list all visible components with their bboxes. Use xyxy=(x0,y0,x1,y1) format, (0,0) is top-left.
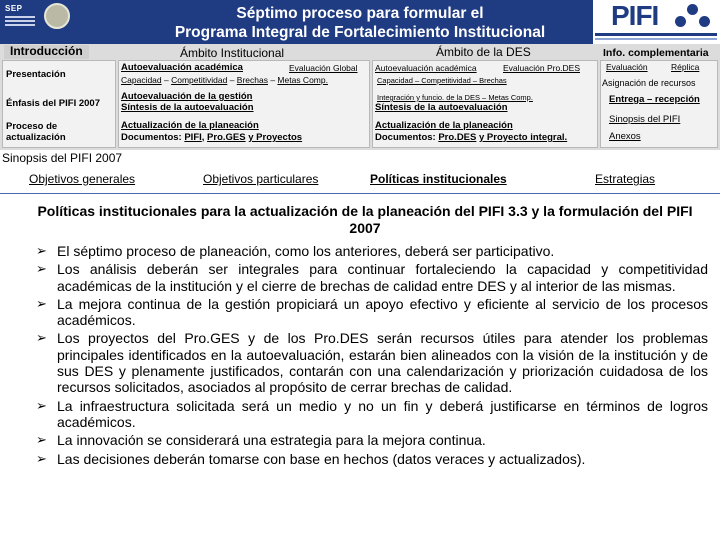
pifi-dots-icon xyxy=(673,4,713,28)
list-item-text: Los análisis deberán ser integrales para continuar fortaleciendo la capacidad y competitividad académicas de la institución y el cierre de brechas de calidad entre DES y al interior de las mismas. xyxy=(57,261,708,294)
arrow-bullet-icon: ➢ xyxy=(36,450,47,466)
link-y-proyectos[interactable]: y Proyectos xyxy=(248,132,303,143)
link-brechas[interactable]: Brechas xyxy=(236,75,268,85)
tab-info-complementaria[interactable]: Info. complementaria xyxy=(603,47,709,59)
link-prodes[interactable]: Pro.DES xyxy=(438,132,477,143)
pifi-logo-text: PIFI xyxy=(611,0,659,31)
link-anexos[interactable]: Anexos xyxy=(609,131,641,142)
pifi-logo-strip-2 xyxy=(595,38,717,40)
link-pifi[interactable]: PIFI xyxy=(184,132,202,143)
navigation-panel xyxy=(0,44,720,150)
link-entrega-recepcion[interactable]: Entrega – recepción xyxy=(609,94,700,105)
link-evaluacion[interactable]: Evaluación xyxy=(606,62,648,72)
des-documentos-label: Documentos: xyxy=(375,132,436,143)
link-asignacion-recursos[interactable]: Asignación de recursos xyxy=(602,78,696,88)
link-objetivos-particulares[interactable]: Objetivos particulares xyxy=(203,172,319,186)
link-sinopsis-pifi[interactable]: Sinopsis del PIFI xyxy=(609,114,681,125)
link-replica[interactable]: Réplica xyxy=(671,62,700,72)
arrow-bullet-icon: ➢ xyxy=(36,397,47,413)
link-proceso-actualizacion-1[interactable]: Proceso de xyxy=(6,121,58,132)
list-item-text: La infraestructura solicitada será un medio y no un fin y deberá justificarse en términos de logros académicos. xyxy=(57,397,708,430)
link-competitividad[interactable]: Competitividad xyxy=(171,75,228,85)
documentos-line: Documentos: PIFI, Pro.GES y Proyectos xyxy=(121,132,303,143)
coat-of-arms-icon xyxy=(44,3,70,29)
info-complementaria-column xyxy=(600,60,718,148)
link-proceso-actualizacion-2[interactable]: actualización xyxy=(6,132,66,143)
link-metas-comp[interactable]: Metas Comp. xyxy=(277,75,328,85)
list-item-text: Las decisiones deberán tomarse con base en hechos (datos veraces y actualizados). xyxy=(57,450,586,467)
page-title xyxy=(100,4,620,42)
list-item-text: La innovación se considerará una estrategia para la mejora continua. xyxy=(57,432,486,449)
link-objetivos-generales[interactable]: Objetivos generales xyxy=(29,172,136,186)
link-proges[interactable]: Pro.GES xyxy=(207,132,246,143)
arrow-bullet-icon: ➢ xyxy=(36,261,47,277)
sep-logo-text: SEP xyxy=(5,4,23,13)
link-evaluacion-prodes[interactable]: Evaluación Pro.DES xyxy=(503,63,581,73)
sep-logo xyxy=(0,0,78,44)
list-item-text: El séptimo proceso de planeación, como los anteriores, deberá ser participativo. xyxy=(57,243,555,259)
link-integracion-des[interactable]: Integración y funcio. de la DES – Metas Comp. xyxy=(377,93,533,102)
link-capacidad[interactable]: Capacidad xyxy=(121,75,162,85)
link-des-sintesis[interactable]: Síntesis de la autoevaluación xyxy=(375,102,508,113)
arrow-bullet-icon: ➢ xyxy=(36,330,47,346)
sep-logo-lines xyxy=(5,16,35,30)
separator-dash: – xyxy=(161,75,172,85)
documentos-label: Documentos: xyxy=(121,132,182,143)
des-documentos-line xyxy=(375,132,567,143)
link-presentacion[interactable]: Presentación xyxy=(6,69,66,80)
list-item-text: La mejora continua de la gestión propiciará un apoyo efectivo y eficiente al servicio de los procesos académicos. xyxy=(57,295,708,329)
pifi-logo xyxy=(593,0,720,44)
ambito-des-column xyxy=(372,60,598,148)
arrow-bullet-icon: ➢ xyxy=(36,295,47,311)
link-enfasis-pifi[interactable]: Énfasis del PIFI 2007 xyxy=(6,98,100,109)
arrow-bullet-icon: ➢ xyxy=(36,432,47,448)
list-item xyxy=(36,432,708,448)
tab-ambito-institucional[interactable]: Ámbito Institucional xyxy=(180,46,285,60)
section-divider xyxy=(0,193,720,194)
link-estrategias[interactable]: Estrategias xyxy=(595,172,656,186)
link-actualizacion-planeacion[interactable]: Actualización de la planeación xyxy=(121,120,259,131)
arrow-bullet-icon: ➢ xyxy=(36,243,47,258)
list-item xyxy=(36,330,708,395)
link-des-actualizacion[interactable]: Actualización de la planeación xyxy=(375,120,513,131)
list-item xyxy=(36,398,708,431)
list-item-text: Los proyectos del Pro.GES y de los Pro.DES serán recursos útiles para atender los problemas principales identificados en la autoevaluación, estarán bien alineados con la visión de la institución y de sus DES y plenamente justificados, contarán con una calendarización y priorización cuidadosa de los recursos solicitados, asociados al propósito de cerrar brechas de calidad. xyxy=(57,330,708,396)
intro-column xyxy=(2,60,116,148)
sinopsis-title: Sinopsis del PIFI 2007 xyxy=(2,151,123,165)
pifi-logo-strip xyxy=(595,33,717,36)
tab-introduccion[interactable]: Introducción xyxy=(4,45,89,59)
tab-ambito-des[interactable]: Ámbito de la DES xyxy=(436,45,531,59)
page-title-line-2: Programa Integral de Fortalecimiento Institucional xyxy=(174,24,546,41)
ambito-institucional-column xyxy=(118,60,370,148)
link-sintesis-autoevaluacion[interactable]: Síntesis de la autoevaluación xyxy=(121,102,254,113)
list-item xyxy=(36,296,708,329)
link-autoevaluacion-gestion[interactable]: Autoevaluación de la gestión xyxy=(121,91,253,102)
link-autoevaluacion-academica[interactable]: Autoevaluación académica xyxy=(121,62,243,73)
page-title-line-1: Séptimo proceso para formular el xyxy=(236,5,484,22)
capacidad-line xyxy=(121,75,328,85)
header-banner xyxy=(0,0,720,44)
policies-list xyxy=(36,243,708,469)
link-evaluacion-global[interactable]: Evaluación Global xyxy=(289,63,358,73)
content-title: Políticas institucionales para la actualización de la planeación del PIFI 3.3 y la formulación del PIFI 2007 xyxy=(37,203,693,236)
list-item xyxy=(36,451,708,467)
link-politicas-institucionales[interactable]: Políticas institucionales xyxy=(370,172,507,186)
list-item xyxy=(36,243,708,259)
link-capacidad-competitividad-brechas[interactable]: Capacidad – Competitividad – Brechas xyxy=(377,76,507,85)
separator-dash: – xyxy=(267,75,278,85)
link-proyecto-integral[interactable]: y Proyecto integral. xyxy=(479,132,568,143)
link-des-autoevaluacion[interactable]: Autoevaluación académica xyxy=(375,63,477,73)
list-item xyxy=(36,261,708,294)
separator-dash: – xyxy=(227,75,237,85)
